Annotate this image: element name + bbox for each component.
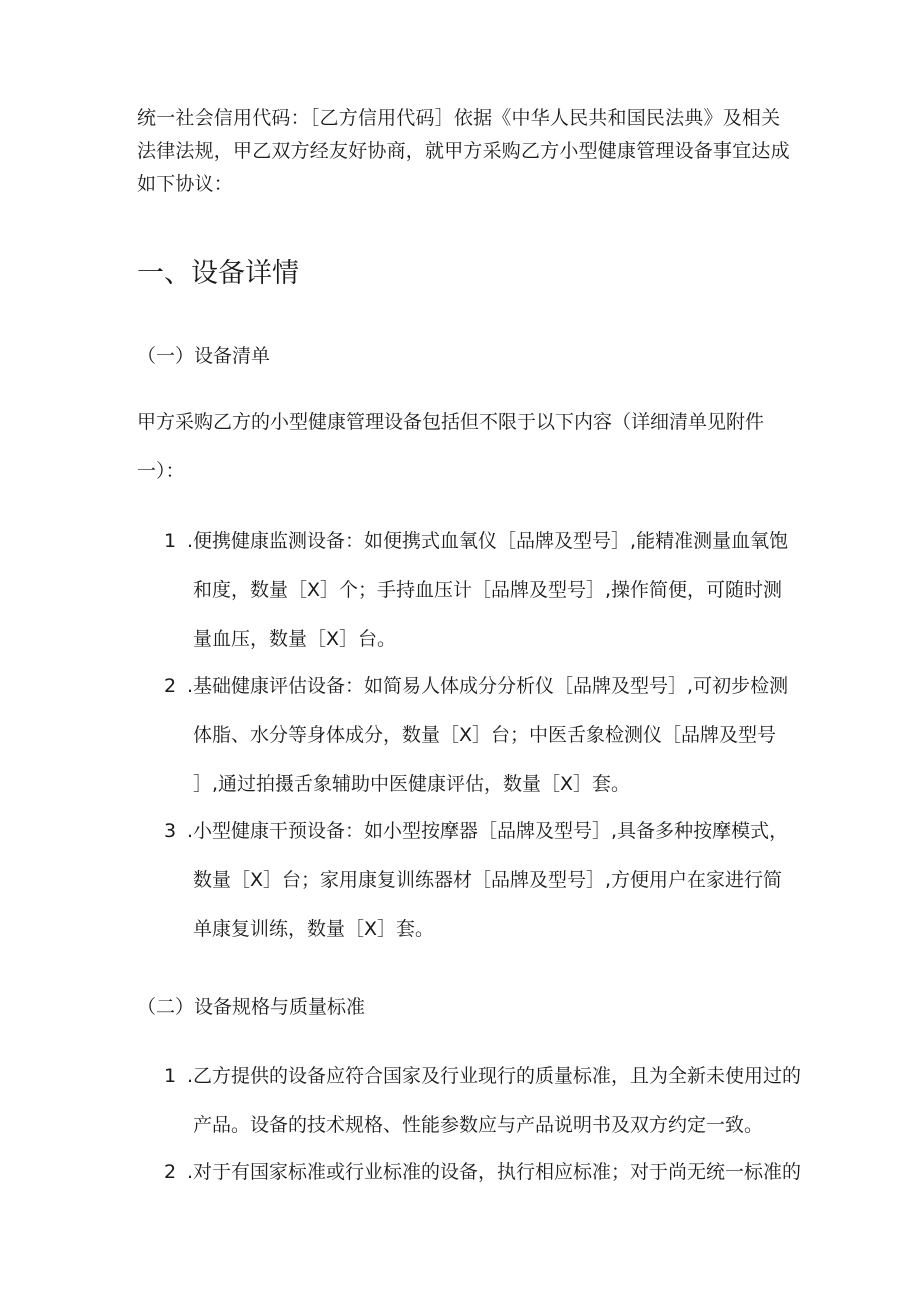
list-item-text	[187, 807, 787, 954]
list-item-line: .乙方提供的设备应符合国家及行业现行的质量标准，且为全新未使用过的	[187, 1065, 802, 1087]
list-item-line: .对于有国家标准或行业标准的设备，执行相应标准；对于尚无统一标准的	[187, 1161, 802, 1183]
list-item-line: 体脂、水分等身体成分，数量［X］台；中医舌象检测仪［品牌及型号	[193, 724, 777, 746]
list-item-number: 1	[164, 1065, 177, 1087]
list-item-line: .小型健康干预设备：如小型按摩器［品牌及型号］,具备多种按摩模式，	[187, 820, 789, 842]
list-item-number: 3	[164, 820, 177, 842]
section-heading: 一、设备详情	[137, 258, 299, 289]
intro-paragraph	[137, 102, 790, 201]
subsection-heading-equipment-list: （一）设备清单	[137, 345, 271, 367]
paragraph-line-2: 一）：	[137, 460, 185, 482]
list-item-number: 2	[164, 1161, 177, 1183]
equipment-list-paragraph	[137, 398, 787, 496]
list-item-line: 单康复训练，数量［X］套。	[193, 918, 435, 940]
list-item-line: ］,通过拍摄舌象辅助中医健康评估，数量［X］套。	[193, 773, 631, 795]
intro-line-2: 法律法规，甲乙双方经友好协商，就甲方采购乙方小型健康管理设备事宜达成	[137, 140, 790, 162]
list-item-line: .便携健康监测设备：如便携式血氧仪［品牌及型号］,能精准测量血氧饱	[187, 530, 789, 552]
intro-line-1: 统一社会信用代码：［乙方信用代码］依据《中华人民共和国民法典》及相关	[137, 107, 781, 129]
paragraph-line-1: 甲方采购乙方的小型健康管理设备包括但不限于以下内容（详细清单见附件	[137, 411, 765, 433]
list-item-text	[187, 662, 787, 809]
list-item-line: 数量［X］台；家用康复训练器材［品牌及型号］,方便用户在家进行简	[193, 869, 783, 891]
list-item-text	[187, 1148, 802, 1197]
list-item-line: 产品。设备的技术规格、性能参数应与产品说明书及双方约定一致。	[193, 1114, 764, 1136]
list-item-number: 1	[164, 530, 177, 552]
intro-line-3: 如下协议：	[137, 173, 234, 195]
list-item-text	[187, 1052, 802, 1150]
list-item-line: 量血压，数量［X］台。	[193, 628, 397, 650]
list-item-line: .基础健康评估设备：如简易人体成分分析仪［品牌及型号］,可初步检测	[187, 675, 789, 697]
subsection-heading-quality-standards: （二）设备规格与质量标准	[137, 996, 366, 1018]
list-item-text	[187, 517, 787, 664]
list-item-line: 和度，数量［X］个；手持血压计［品牌及型号］,操作简便，可随时测	[193, 579, 783, 601]
list-item-number: 2	[164, 675, 177, 697]
